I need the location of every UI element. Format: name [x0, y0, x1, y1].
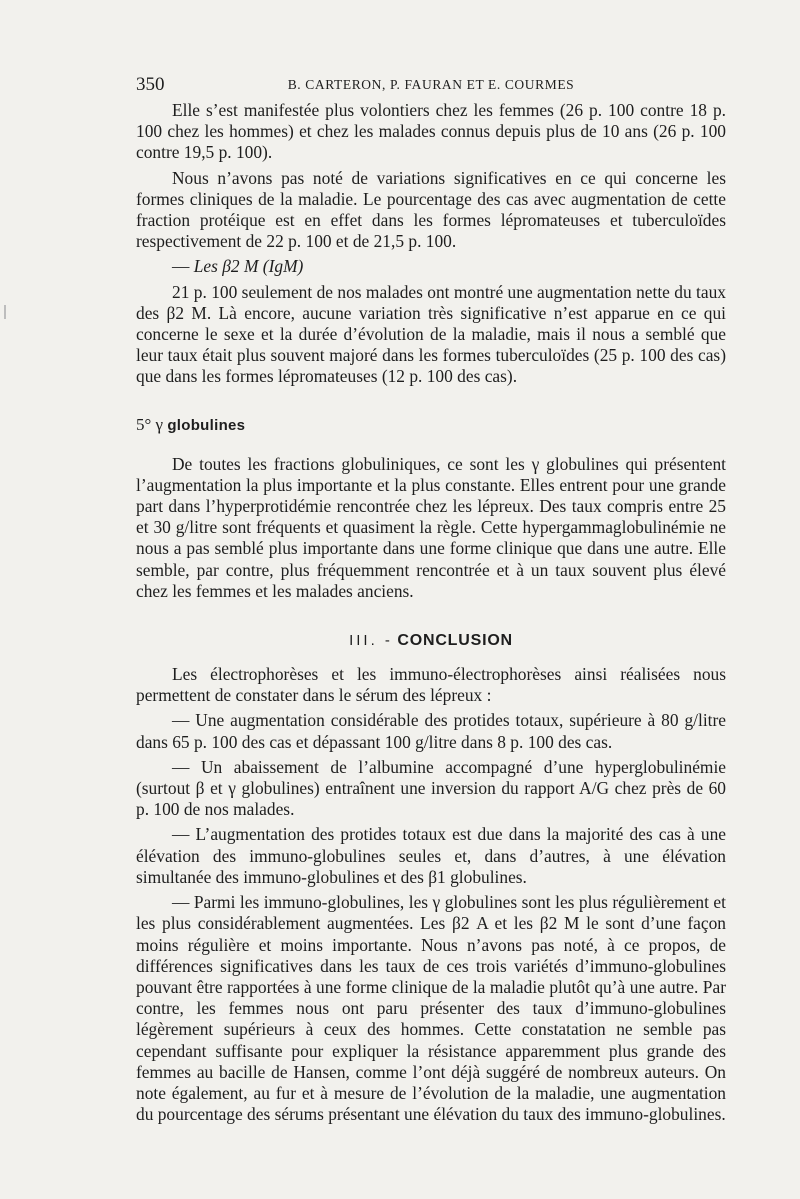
running-head: B. CARTERON, P. FAURAN ET E. COURMES	[287, 77, 575, 92]
section-5-heading	[136, 415, 726, 435]
paragraph-1: Elle s’est manifestée plus volontiers chez les femmes (26 p. 100 contre 18 p. 100 chez les hommes) et chez les malades connus depuis plus de 10 ans (26 p. 100 contre 19,5 p. 100).	[136, 100, 726, 163]
paragraph-4: 21 p. 100 seulement de nos malades ont montré une augmentation nette du taux des β2 M. Là encore, aucune variation très significative n’est apparue en ce qui concerne le sexe et la durée d’évolution de la maladie, mais il nous a semblé que leur taux était plus souvent majoré dans les formes tuberculoïdes (25 p. 100 des cas) que dans les formes lépromateuses (12 p. 100 des cas).	[136, 281, 726, 387]
page-header	[136, 74, 726, 94]
subheading-b2m-title: Les β2 M (IgM)	[193, 256, 304, 277]
conclusion-paragraph-3: — Un abaissement de l’albumine accompagné d’une hyperglobulinémie (surtout β et γ globulines) entraînent une inversion du rapport A/G chez près de 60 p. 100 de nos malades.	[136, 756, 726, 820]
document-page	[136, 60, 726, 1125]
conclusion-paragraph-2: — Une augmentation considérable des protides totaux, supérieure à 80 g/litre dans 65 p. 100 des cas et dépassant 100 g/litre dans 8 p. 100 des cas.	[136, 710, 726, 752]
conclusion-paragraph-5: — Parmi les immuno-globulines, les γ globulines sont les plus régulièrement et les plus considérablement augmentées. Les β2 A et les β2 M le sont d’une façon moins régulière et moins importante. Nous n’avons pas noté, à ce propos, de différences significatives dans les taux de ces trois variétés d’immuno-globulines pouvant être rapportées à une forme clinique de la maladie plutôt qu’à une autre. Par contre, les femmes nous ont paru présenter des taux d’immuno-globulines légèrement supérieurs à ceux des hommes. Cette constatation ne semble pas cependant suffisante pour expliquer la résistance apparemment plus grande des femmes au bacille de Hansen, comme l’ont déjà suggéré de nombreux auteurs. On note également, au fur et à mesure de l’évolution de la maladie, une augmentation du pourcentage des sérums présentant une élévation du taux des immuno-globulines.	[136, 892, 726, 1125]
section-5-title: globulines	[167, 416, 246, 434]
subheading-b2m	[136, 256, 726, 277]
scan-edge-mark	[4, 305, 6, 319]
subheading-dash: —	[172, 256, 194, 277]
paragraph-5: De toutes les fractions globuliniques, ce sont les γ globulines qui présentent l’augmentation la plus importante et la plus constante. Elles entrent pour une grande part dans l’hyperprotidémie rencontrée chez les lépreux. Des taux compris entre 25 et 30 g/litre sont fréquents et quasiment la règle. Cette hypergammaglobulinémie ne nous a pas semblé plus importante dans une forme clinique que dans une autre. Elle semble, par contre, plus fréquemment rencontrée et à un taux souvent plus élevé chez les femmes et les malades anciens.	[136, 453, 726, 601]
paragraph-2: Nous n’avons pas noté de variations significatives en ce qui concerne les formes cliniques de la maladie. Le pourcentage des cas avec augmentation de cette fraction protéique est en effet dans les formes lépromateuses et tuberculoïdes respectivement de 22 p. 100 et de 21,5 p. 100.	[136, 167, 726, 252]
conclusion-heading	[136, 632, 726, 650]
page-number: 350	[136, 74, 165, 95]
conclusion-title: CONCLUSION	[397, 632, 513, 650]
conclusion-paragraph-4: — L’augmentation des protides totaux est due dans la majorité des cas à une élévation des immuno-globulines seules et, dans d’autres, à une élévation simultanée des immuno-globulines et des β1 globulines.	[136, 824, 726, 887]
section-5-number: 5° γ	[136, 414, 164, 434]
conclusion-paragraph-1: Les électrophorèses et les immuno-électrophorèses ainsi réalisées nous permettent de constater dans le sérum des lépreux :	[136, 664, 726, 706]
conclusion-roman: III. -	[349, 632, 393, 650]
